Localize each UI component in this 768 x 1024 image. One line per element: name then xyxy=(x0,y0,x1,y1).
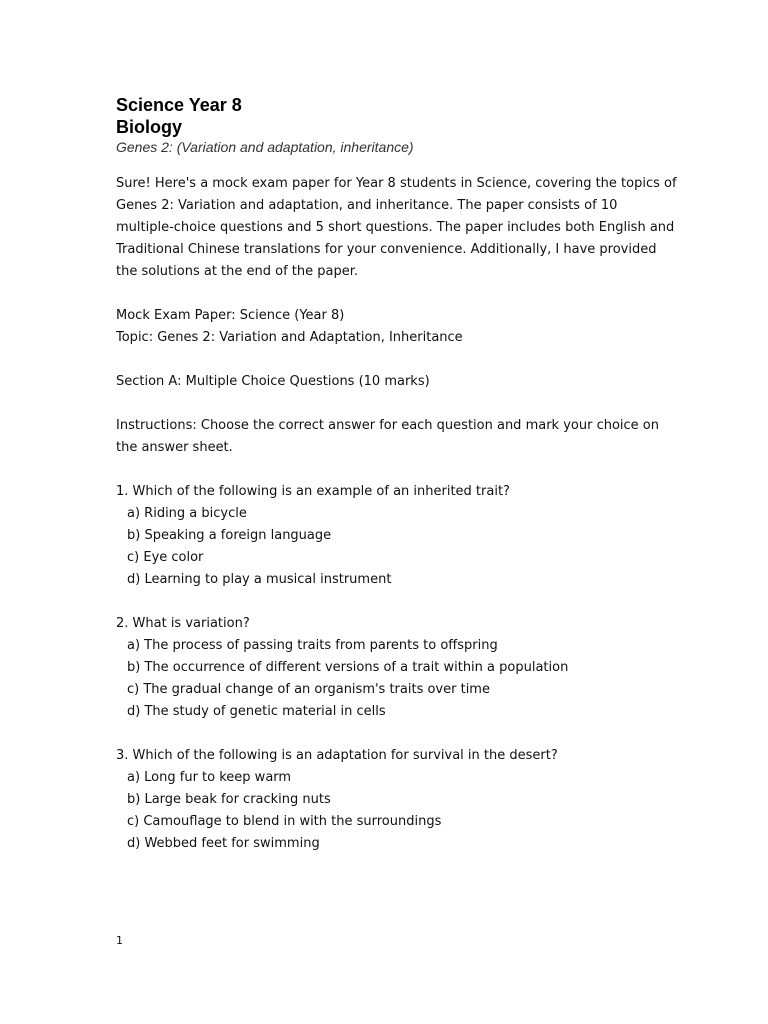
question-text: 1. Which of the following is an example of an inherited trait? xyxy=(116,484,510,499)
question-option: b) Large beak for cracking nuts xyxy=(127,792,331,807)
question-option: a) The process of passing traits from parents to offspring xyxy=(127,638,498,653)
question-option: d) Webbed feet for swimming xyxy=(127,836,320,851)
instructions-line: the answer sheet. xyxy=(116,440,233,455)
paper-info xyxy=(116,305,676,349)
question-2 xyxy=(116,613,676,723)
intro-paragraph xyxy=(116,173,676,283)
topic-subtitle: Genes 2: (Variation and adaptation, inheritance) xyxy=(116,139,414,155)
question-text: 3. Which of the following is an adaptation for survival in the desert? xyxy=(116,748,558,763)
intro-line: the solutions at the end of the paper. xyxy=(116,264,359,279)
question-text: 2. What is variation? xyxy=(116,616,250,631)
intro-line: multiple-choice questions and 5 short questions. The paper includes both English and xyxy=(116,220,675,235)
page-number: 1 xyxy=(116,934,123,947)
question-option: c) The gradual change of an organism's traits over time xyxy=(127,682,490,697)
question-3 xyxy=(116,745,676,855)
document-content xyxy=(116,94,676,877)
paper-title: Mock Exam Paper: Science (Year 8) xyxy=(116,308,345,323)
question-option: a) Long fur to keep warm xyxy=(127,770,292,785)
question-option: a) Riding a bicycle xyxy=(127,506,247,521)
instructions-line: Instructions: Choose the correct answer for each question and mark your choice on xyxy=(116,418,659,433)
section-a-heading: Section A: Multiple Choice Questions (10 marks) xyxy=(116,374,430,389)
paper-topic: Topic: Genes 2: Variation and Adaptation, Inheritance xyxy=(116,330,463,345)
question-option: d) Learning to play a musical instrument xyxy=(127,572,392,587)
question-option: b) Speaking a foreign language xyxy=(127,528,332,543)
intro-line: Genes 2: Variation and adaptation, and inheritance. The paper consists of 10 xyxy=(116,198,618,213)
section-a-heading-block xyxy=(116,371,676,393)
question-option: b) The occurrence of different versions of a trait within a population xyxy=(127,660,569,675)
intro-line: Sure! Here's a mock exam paper for Year 8 students in Science, covering the topics of xyxy=(116,176,677,191)
title-science-year: Science Year 8 xyxy=(116,95,242,115)
intro-line: Traditional Chinese translations for your convenience. Additionally, I have provided xyxy=(116,242,657,257)
section-a-instructions xyxy=(116,415,676,459)
question-1 xyxy=(116,481,676,591)
question-option: c) Camouflage to blend in with the surroundings xyxy=(127,814,442,829)
title-subject: Biology xyxy=(116,117,182,137)
question-option: d) The study of genetic material in cells xyxy=(127,704,386,719)
question-option: c) Eye color xyxy=(127,550,204,565)
